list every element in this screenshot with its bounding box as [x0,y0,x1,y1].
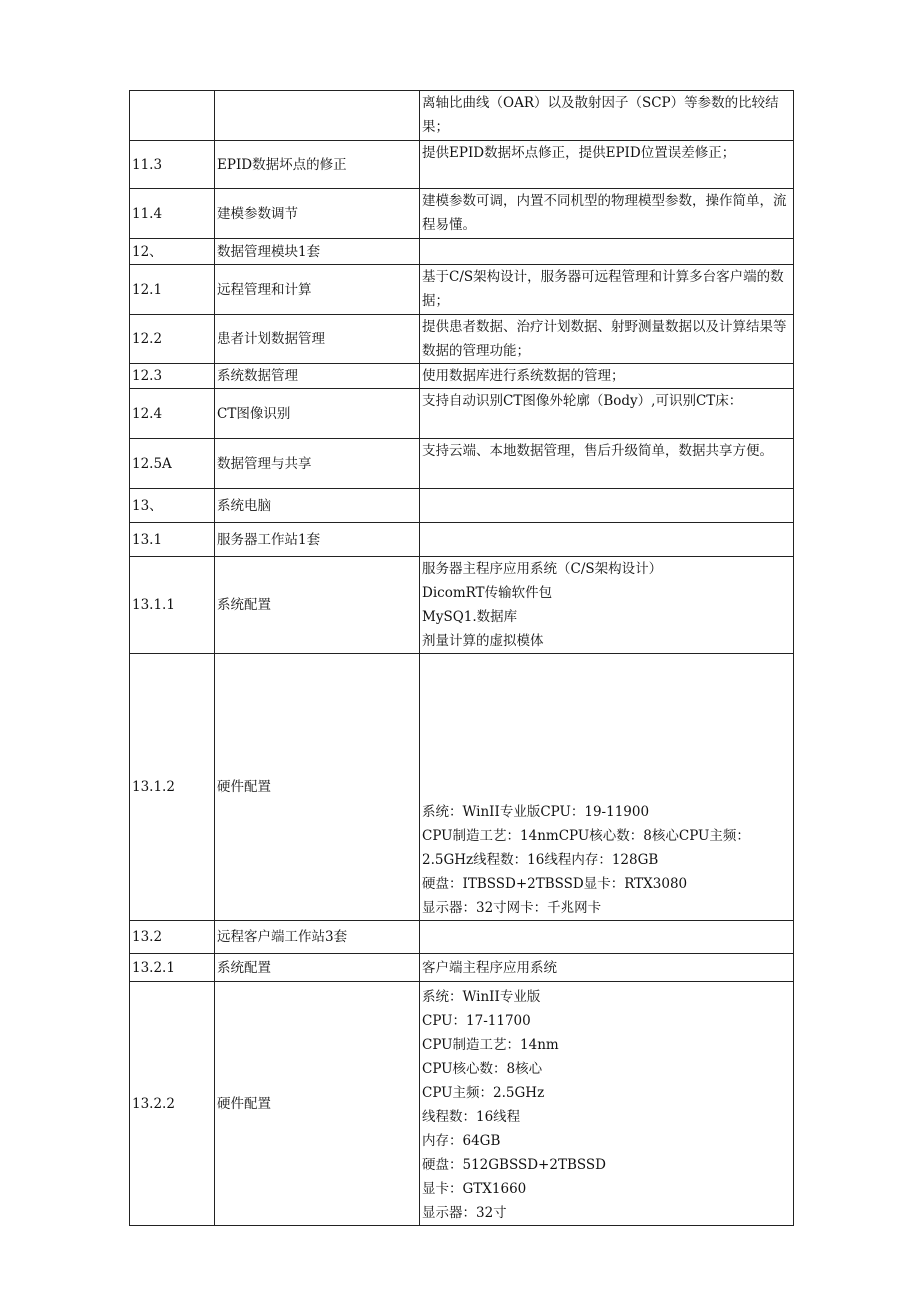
description-line: 内存：64GB [422,1133,501,1149]
spec-table [129,90,794,1226]
item-name: CT图像识别 [215,389,420,439]
description-line: 提供患者数据、治疗计划数据、射野测量数据以及计算结果等数据的管理功能； [422,319,787,359]
item-name: 服务器工作站1套 [215,523,420,557]
item-name: 硬件配置 [215,654,420,921]
item-number: 12.3 [130,364,215,389]
description-line: 基于C/S架构设计，服务器可远程管理和计算多台客户端的数据； [422,269,784,309]
description-line: CPU制造工艺：14nmCPU核心数：8核心CPU主频： [422,828,750,844]
item-name: 系统配置 [215,954,420,982]
item-name [215,91,420,141]
table-row [130,239,794,265]
item-name: 硬件配置 [215,982,420,1226]
item-number: 13.1 [130,523,215,557]
description-line: 硬盘：512GBSSD+2TBSSD [422,1157,606,1173]
item-description [420,189,794,239]
description-line: 使用数据库进行系统数据的管理； [422,368,625,384]
description-line: MySQ1.数据库 [422,609,518,625]
table-row [130,265,794,315]
description-line: 提供EPID数据坏点修正，提供EPID位置误差修正； [422,145,736,161]
description-line: DicomRT传输软件包 [422,585,553,601]
description-line: 系统：WinII专业版CPU：19-11900 [422,804,650,820]
description-line: 硬盘：ITBSSD+2TBSSD显卡：RTX3080 [422,876,688,892]
table-row [130,189,794,239]
item-number: 12.1 [130,265,215,315]
table-row [130,954,794,982]
description-line: 2.5GHz线程数：16线程内存：128GB [422,852,659,868]
table-row [130,654,794,921]
item-name: 系统电脑 [215,489,420,523]
item-description [420,954,794,982]
item-description [420,489,794,523]
item-number: 11.4 [130,189,215,239]
item-name: 数据管理与共享 [215,439,420,489]
table-row [130,91,794,141]
description-line: CPU核心数：8核心 [422,1061,543,1077]
description-line: 显卡：GTX1660 [422,1181,527,1197]
item-name: 建模参数调节 [215,189,420,239]
item-description [420,389,794,439]
item-description [420,654,794,921]
table-row [130,315,794,364]
item-number: 12.5A [130,439,215,489]
item-description [420,982,794,1226]
item-number: 13.1.2 [130,654,215,921]
item-description [420,239,794,265]
item-name: EPID数据坏点的修正 [215,141,420,189]
table-row [130,389,794,439]
item-name: 系统数据管理 [215,364,420,389]
item-number: 13.2 [130,921,215,954]
spec-table-body [130,91,794,1226]
description-line: CPU主频：2.5GHz [422,1085,545,1101]
description-line: 显示器：32寸网卡：千兆网卡 [422,900,602,916]
item-description [420,557,794,654]
item-number: 13.2.1 [130,954,215,982]
table-row [130,141,794,189]
item-description [420,315,794,364]
item-description [420,439,794,489]
item-name: 远程客户端工作站3套 [215,921,420,954]
item-name: 远程管理和计算 [215,265,420,315]
table-row [130,364,794,389]
table-row [130,982,794,1226]
item-number: 11.3 [130,141,215,189]
description-line: 建模参数可调，内置不同机型的物理模型参数，操作简单，流程易懂。 [422,193,787,233]
description-line: 线程数：16线程 [422,1109,521,1125]
item-description [420,91,794,141]
item-description [420,141,794,189]
table-row [130,489,794,523]
item-description [420,523,794,557]
item-description [420,265,794,315]
item-name: 数据管理模块1套 [215,239,420,265]
description-line: 支持云端、本地数据管理，售后升级简单，数据共享方便。 [422,443,773,459]
description-line: 服务器主程序应用系统（C/S架构设计） [422,561,663,577]
item-number: 12.4 [130,389,215,439]
table-row [130,921,794,954]
table-row [130,557,794,654]
item-number: 13.1.1 [130,557,215,654]
item-number: 12、 [130,239,215,265]
table-row [130,439,794,489]
item-name: 患者计划数据管理 [215,315,420,364]
item-name: 系统配置 [215,557,420,654]
description-line: 支持自动识别CT图像外轮廓（Body）,可识别CT床： [422,393,743,409]
item-number [130,91,215,141]
table-row [130,523,794,557]
description-line: CPU制造工艺：14nm [422,1037,559,1053]
description-line: 显示器：32寸 [422,1205,507,1221]
item-number: 12.2 [130,315,215,364]
item-number: 13.2.2 [130,982,215,1226]
item-description [420,921,794,954]
item-description [420,364,794,389]
description-line: 剂量计算的虚拟模体 [422,633,544,649]
description-line: CPU：17-11700 [422,1013,531,1029]
description-line: 系统：WinII专业版 [422,989,541,1005]
description-line: 客户端主程序应用系统 [422,959,557,976]
description-line: 离轴比曲线（OAR）以及散射因子（SCP）等参数的比较结果； [422,95,779,135]
item-number: 13、 [130,489,215,523]
